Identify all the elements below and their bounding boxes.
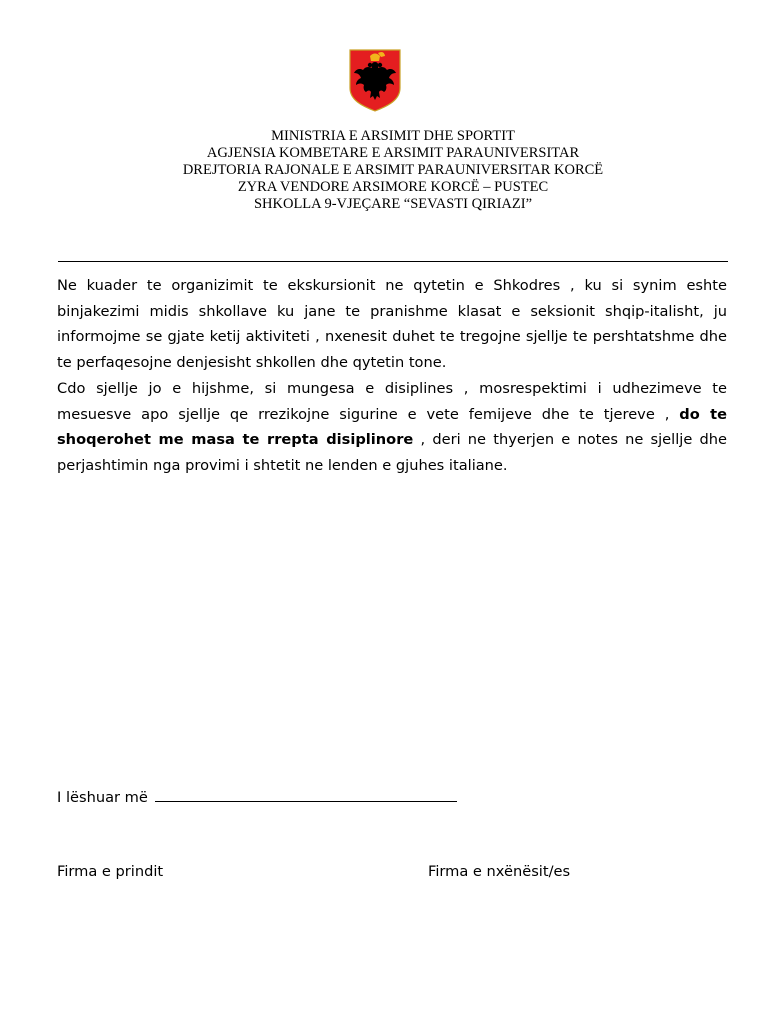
paragraph-discipline-end: , deri ne thyerjen e notes ne sjellje dhe perjashtimin nga provimi i shtetit ne lenden e gjuhes italiane. <box>57 431 727 474</box>
header-divider <box>58 261 728 262</box>
header-line-office: ZYRA VENDORE ARSIMORE KORCË – PUSTEC <box>237 179 549 195</box>
letter-body <box>57 273 727 479</box>
student-signature-label: Firma e nxënësit/es <box>428 863 571 880</box>
header-line-agency: AGJENSIA KOMBETARE E ARSIMIT PARAUNIVERSITAR <box>206 145 580 161</box>
issued-date-line <box>57 786 457 808</box>
paragraph-discipline-start: Cdo sjellje jo e hijshme, si mungesa e disiplines , mosrespektimi i udhezimeve te mesuesve apo sjellje qe rrezikojne sigurine e vete femijeve dhe te tjereve , <box>57 379 727 423</box>
header-line-school: SHKOLLA 9-VJEÇARE “SEVASTI QIRIAZI” <box>253 196 533 212</box>
header-line-directorate: DREJTORIA RAJONALE E ARSIMIT PARAUNIVERSITAR KORCË <box>182 162 604 178</box>
institution-header <box>0 128 768 213</box>
issued-label: I lëshuar më <box>57 789 148 806</box>
paragraph-discipline-bold: do te shoqerohet me masa te rrepta disiplinore <box>57 405 727 449</box>
issued-date-blank[interactable] <box>155 786 457 802</box>
paragraph-excursion: Ne kuader te organizimit te ekskursionit ne qytetin e Shkodres , ku si synim eshte binjakezimi midis shkollave ku jane te pranishme klasat e seksionit shqip-italisht, ju informojme se gjate ketij aktiviteti , nxenesit duhet te tregojne sjellje te pershtatshme dhe te perfaqesojne denjesisht shkollen dhe qytetin tone. <box>57 277 727 372</box>
header-line-ministry: MINISTRIA E ARSIMIT DHE SPORTIT <box>271 128 515 144</box>
paragraph-discipline <box>57 376 727 479</box>
albanian-coat-of-arms-icon <box>348 48 402 112</box>
parent-signature-label: Firma e prindit <box>57 863 164 880</box>
